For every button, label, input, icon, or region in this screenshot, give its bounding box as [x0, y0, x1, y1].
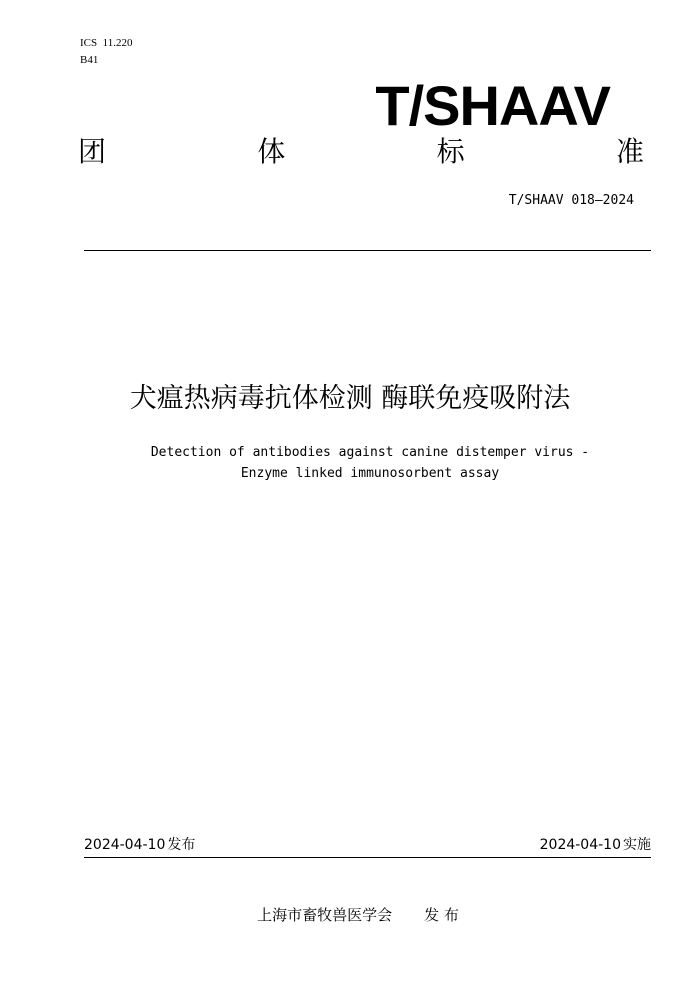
implementation-date-value: 2024-04-10: [539, 837, 621, 853]
publisher-name: 上海市畜牧兽医学会: [257, 906, 393, 924]
standard-type-heading: [78, 135, 644, 169]
title-english: [0, 442, 700, 484]
title-english-line-2: Enzyme linked immunosorbent assay: [240, 466, 500, 481]
standard-type-char: 团: [78, 135, 107, 168]
header-divider: [84, 250, 651, 251]
implementation-date: [540, 835, 651, 855]
title-english-line-1: Detection of antibodies against canine distemper virus -: [150, 445, 590, 460]
standard-number: T/SHAAV 018—2024: [508, 193, 634, 208]
standard-code-logo: T/SHAAV: [375, 74, 610, 137]
ccs-code: B41: [80, 54, 99, 66]
publisher-action: 发 布: [424, 906, 459, 924]
standard-type-char: 准: [615, 135, 644, 168]
issue-date: [84, 835, 195, 855]
footer-divider: [84, 857, 651, 858]
standard-type-char: 标: [436, 135, 465, 168]
issue-label: 发布: [167, 837, 196, 853]
title-chinese: 犬瘟热病毒抗体检测 酶联免疫吸附法: [129, 383, 571, 414]
implementation-label: 实施: [623, 837, 651, 853]
classification-codes: [80, 35, 132, 69]
ics-code: ICS 11.220: [80, 37, 133, 49]
publisher-line: [0, 904, 700, 926]
issue-date-value: 2024-04-10: [84, 837, 166, 853]
standard-type-char: 体: [257, 135, 286, 168]
